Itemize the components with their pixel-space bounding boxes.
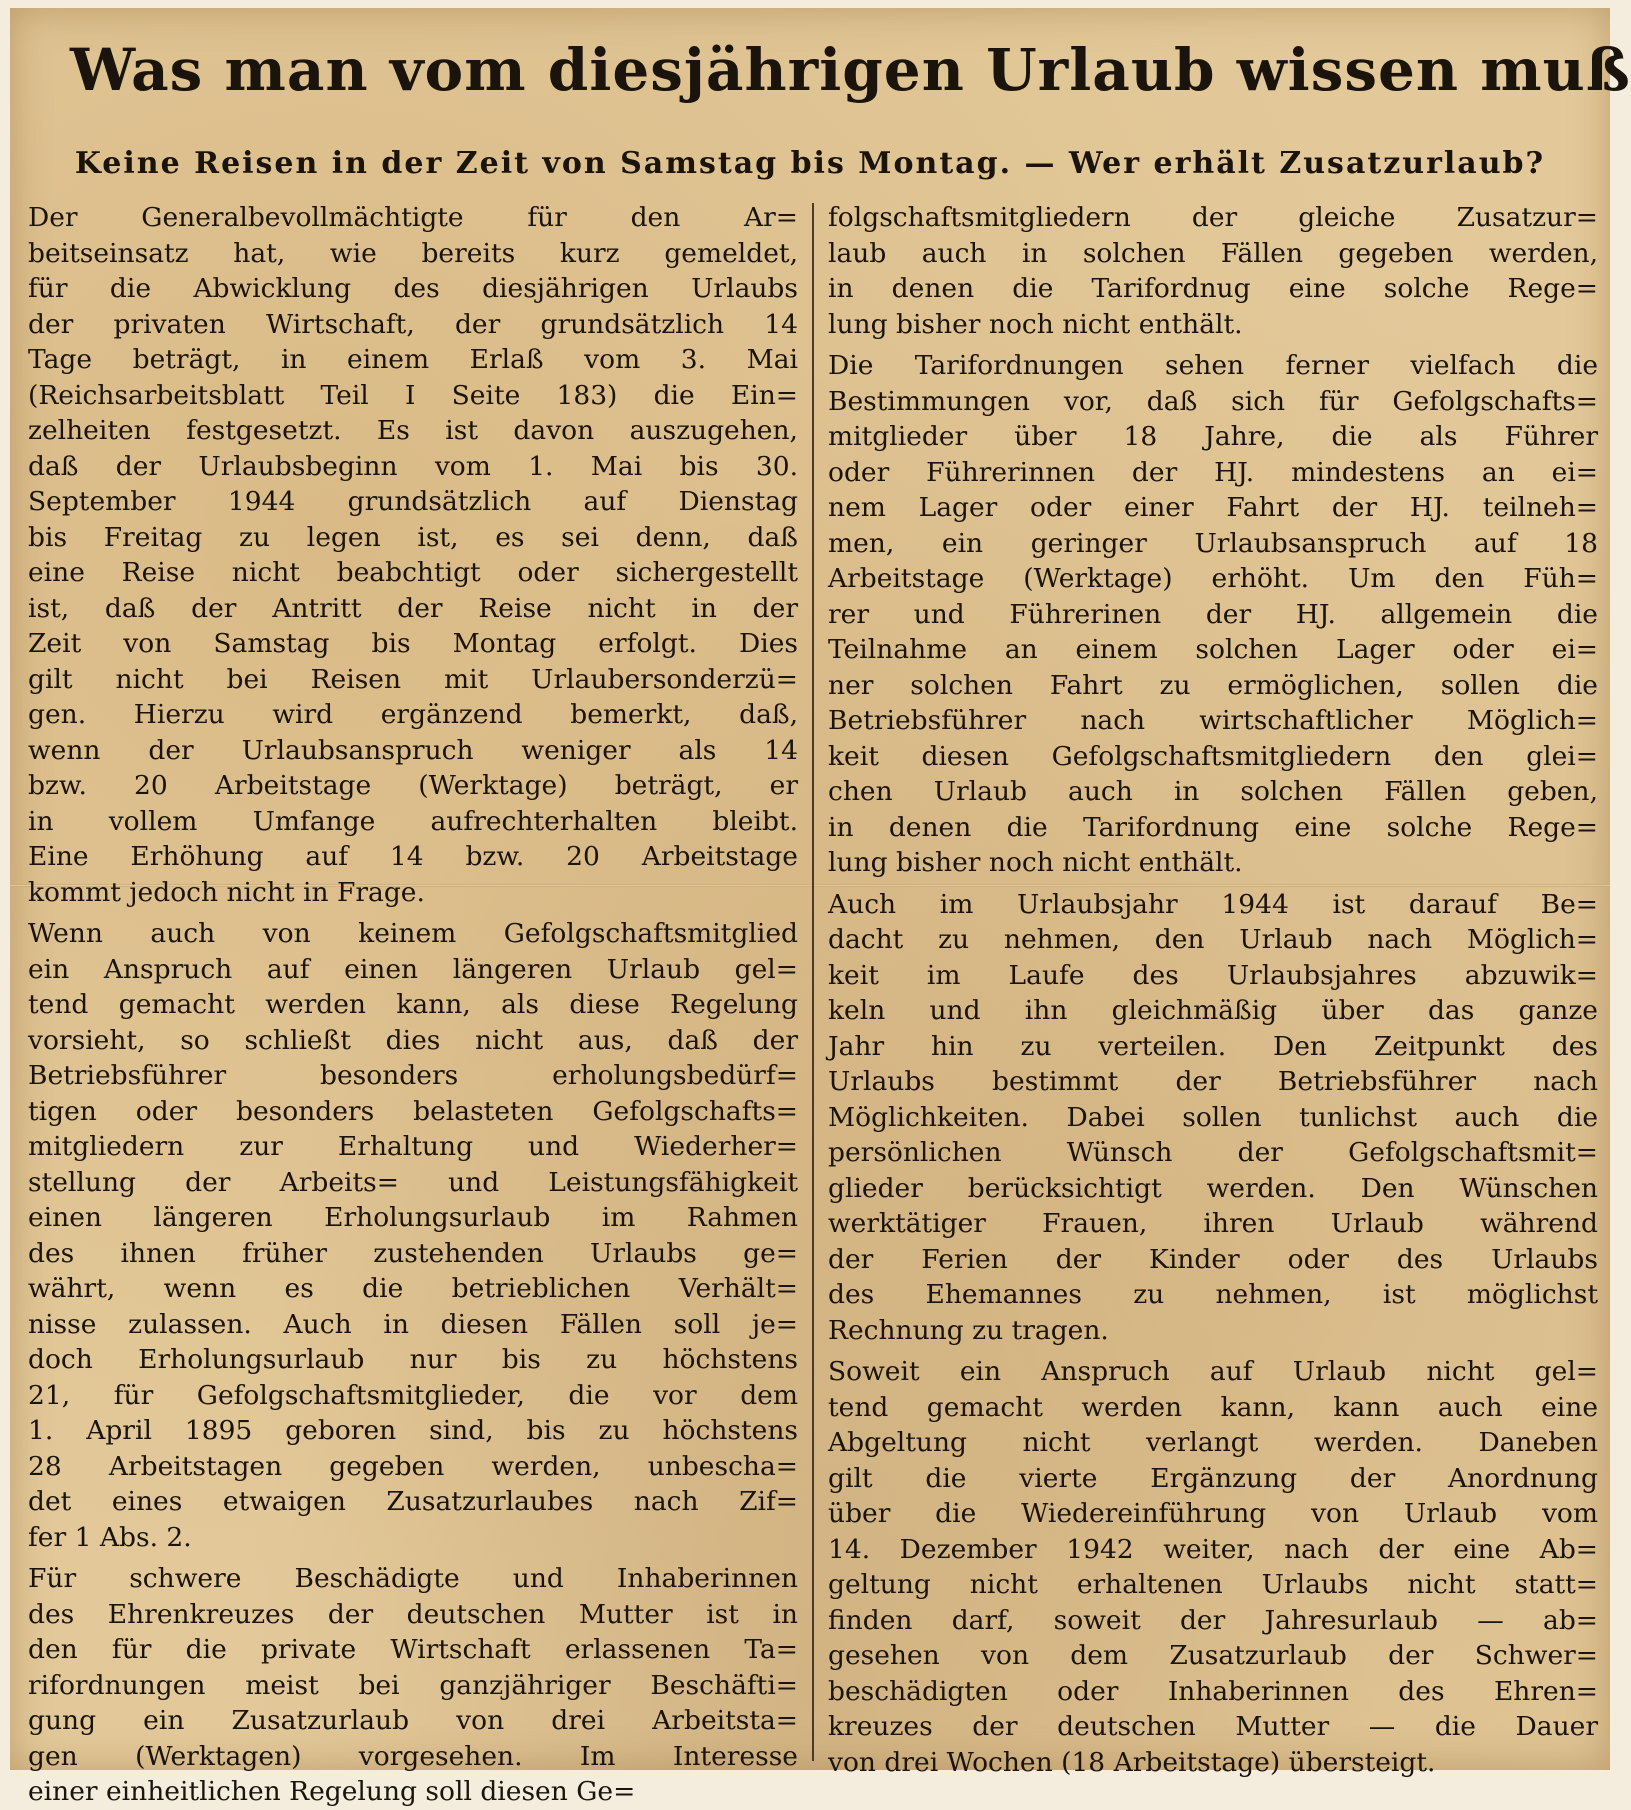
text-line: keit diesen Gefolgschaftsmitgliedern den glei= bbox=[828, 740, 1598, 772]
text-line: det eines etwaigen Zusatzurlaubes nach Zif= bbox=[28, 1486, 798, 1517]
text-line: in denen die Tarifordnung eine solche Rege= bbox=[828, 811, 1598, 843]
text-line: rer und Führerinen der HJ. allgemein die bbox=[828, 598, 1598, 630]
text-line: doch Erholungsurlaub nur bis zu höchstens bbox=[28, 1344, 798, 1375]
text-line: 21, für Gefolgschaftsmitglieder, die vor dem bbox=[28, 1379, 798, 1411]
text-line: von drei Wochen (18 Arbeitstage) übersteigt. bbox=[828, 1746, 1436, 1778]
text-line: Möglichkeiten. Dabei sollen tunlichst auch die bbox=[828, 1101, 1598, 1133]
text-line: kommt jedoch nicht in Frage. bbox=[28, 876, 425, 908]
article-paragraph bbox=[28, 1561, 798, 1810]
text-line: Auch im Urlaubsjahr 1944 ist darauf Be= bbox=[828, 888, 1598, 920]
text-line: (Reichsarbeitsblatt Teil I Seite 183) die Ein= bbox=[28, 379, 798, 411]
text-line: folgschaftsmitgliedern der gleiche Zusatzur= bbox=[828, 202, 1598, 233]
text-line: tigen oder besonders belasteten Gefolgschafts= bbox=[28, 1095, 798, 1127]
text-line: fer 1 Abs. 2. bbox=[28, 1521, 192, 1553]
text-line: September 1944 grundsätzlich auf Dienstag bbox=[28, 486, 798, 517]
text-line: ein Anspruch auf einen längeren Urlaub gel= bbox=[28, 953, 798, 985]
text-line: finden darf, soweit der Jahresurlaub — ab= bbox=[828, 1604, 1598, 1636]
text-line: Betriebsführer nach wirtschaftlicher Möglich= bbox=[828, 705, 1598, 736]
text-line: keln und ihn gleichmäßig über das ganze bbox=[828, 995, 1598, 1026]
text-line: beitseinsatz hat, wie bereits kurz gemeldet, bbox=[28, 237, 798, 269]
article-paragraph bbox=[828, 887, 1598, 1349]
article-paragraph bbox=[828, 200, 1598, 342]
text-line: 14. Dezember 1942 weiter, nach der eine Ab= bbox=[828, 1533, 1598, 1565]
text-line: Der Generalbevollmächtigte für den Ar= bbox=[28, 202, 798, 233]
text-line: glieder berücksichtigt werden. Den Wünschen bbox=[828, 1172, 1598, 1204]
text-line: Jahr hin zu verteilen. Den Zeitpunkt des bbox=[828, 1030, 1598, 1062]
text-line: Die Tarifordnungen sehen ferner vielfach die bbox=[828, 350, 1598, 381]
text-line: Urlaubs bestimmt der Betriebsführer nach bbox=[828, 1066, 1598, 1097]
text-line: Zeit von Samstag bis Montag erfolgt. Dies bbox=[28, 628, 798, 659]
text-line: gen (Werktagen) vorgesehen. Im Interesse bbox=[28, 1740, 798, 1772]
text-line: 28 Arbeitstagen gegeben werden, unbescha= bbox=[28, 1450, 798, 1482]
text-line: des Ehrenkreuzes der deutschen Mutter ist in bbox=[28, 1598, 798, 1630]
text-line: in denen die Tarifordnug eine solche Rege= bbox=[828, 273, 1598, 304]
subheadline: Keine Reisen in der Zeit von Samstag bis Montag. — Wer erhält Zusatzurlaub? bbox=[74, 146, 1546, 181]
text-line: den für die private Wirtschaft erlassenen Ta= bbox=[28, 1634, 798, 1665]
text-line: Abgeltung nicht verlangt werden. Daneben bbox=[828, 1427, 1598, 1458]
text-line: Teilnahme an einem solchen Lager oder ei= bbox=[828, 634, 1598, 665]
text-line: Arbeitstage (Werktage) erhöht. Um den Füh= bbox=[828, 563, 1598, 594]
column-divider bbox=[812, 203, 814, 1761]
text-line: gilt die vierte Ergänzung der Anordnung bbox=[828, 1462, 1598, 1494]
text-line: gung ein Zusatzurlaub von drei Arbeitsta= bbox=[28, 1705, 798, 1736]
text-line: lung bisher noch nicht enthält. bbox=[828, 308, 1243, 340]
text-line: daß der Urlaubsbeginn vom 1. Mai bis 30. bbox=[28, 450, 798, 482]
text-line: Eine Erhöhung auf 14 bzw. 20 Arbeitstage bbox=[28, 841, 798, 872]
text-line: nisse zulassen. Auch in diesen Fällen soll je= bbox=[28, 1308, 798, 1340]
text-line: wenn der Urlaubsanspruch weniger als 14 bbox=[28, 734, 798, 766]
article-paragraph bbox=[28, 916, 798, 1555]
text-line: gesehen von dem Zusatzurlaub der Schwer= bbox=[828, 1640, 1598, 1671]
text-line: keit im Laufe des Urlaubsjahres abzuwik= bbox=[828, 959, 1598, 991]
left-column bbox=[28, 200, 798, 1807]
text-line: der privaten Wirtschaft, der grundsätzlich 14 bbox=[28, 308, 798, 340]
text-line: persönlichen Wünsch der Gefolgschaftsmit= bbox=[828, 1137, 1598, 1168]
text-line: lung bisher noch nicht enthält. bbox=[828, 847, 1243, 878]
text-line: tend gemacht werden kann, kann auch eine bbox=[828, 1391, 1598, 1423]
text-line: für die Abwicklung des diesjährigen Urlaubs bbox=[28, 273, 798, 304]
newspaper-clipping bbox=[10, 8, 1631, 1807]
article-paragraph bbox=[28, 200, 798, 910]
text-line: dacht zu nehmen, den Urlaub nach Möglich= bbox=[828, 924, 1598, 955]
text-line: Wenn auch von keinem Gefolgschaftsmitglied bbox=[28, 918, 798, 949]
text-line: bzw. 20 Arbeitstage (Werktage) beträgt, er bbox=[28, 770, 798, 801]
text-line: einer einheitlichen Regelung soll diesen Ge= bbox=[28, 1776, 636, 1807]
text-line: geltung nicht erhaltenen Urlaubs nicht statt= bbox=[828, 1569, 1598, 1600]
text-line: stellung der Arbeits= und Leistungsfähigkeit bbox=[28, 1166, 798, 1198]
text-line: mitgliedern zur Erhaltung und Wiederher= bbox=[28, 1131, 798, 1162]
text-line: nem Lager oder einer Fahrt der HJ. teilneh= bbox=[828, 492, 1598, 523]
text-line: ner solchen Fahrt zu ermöglichen, sollen die bbox=[828, 669, 1598, 701]
text-line: über die Wiedereinführung von Urlaub vom bbox=[828, 1498, 1598, 1529]
text-line: bis Freitag zu legen ist, es sei denn, daß bbox=[28, 521, 798, 553]
text-line: Rechnung zu tragen. bbox=[828, 1314, 1109, 1346]
text-line: oder Führerinnen der HJ. mindestens an ei= bbox=[828, 456, 1598, 488]
text-line: einen längeren Erholungsurlaub im Rahmen bbox=[28, 1202, 798, 1233]
text-line: gilt nicht bei Reisen mit Urlaubersonderzü= bbox=[28, 663, 798, 695]
text-line: beschädigten oder Inhaberinnen des Ehren= bbox=[828, 1675, 1598, 1707]
text-line: des Ehemannes zu nehmen, ist möglichst bbox=[828, 1279, 1598, 1310]
text-line: laub auch in solchen Fällen gegeben werden, bbox=[828, 237, 1598, 269]
text-line: Bestimmungen vor, daß sich für Gefolgschafts= bbox=[828, 385, 1598, 417]
text-line: in vollem Umfange aufrechterhalten bleibt. bbox=[28, 805, 798, 837]
text-line: Tage beträgt, in einem Erlaß vom 3. Mai bbox=[28, 344, 798, 375]
text-line: tend gemacht werden kann, als diese Regelung bbox=[28, 989, 798, 1020]
text-line: eine Reise nicht beabchtigt oder sichergestellt bbox=[28, 557, 798, 588]
headline: Was man vom diesjährigen Urlaub wissen muß bbox=[70, 36, 1631, 104]
text-line: 1. April 1895 geboren sind, bis zu höchstens bbox=[28, 1415, 798, 1446]
text-line: men, ein geringer Urlaubsanspruch auf 18 bbox=[828, 527, 1598, 559]
text-line: ist, daß der Antritt der Reise nicht in der bbox=[28, 592, 798, 624]
article-paragraph bbox=[828, 348, 1598, 881]
text-line: mitglieder über 18 Jahre, die als Führer bbox=[828, 421, 1598, 452]
text-line: Für schwere Beschädigte und Inhaberinnen bbox=[28, 1563, 798, 1594]
text-line: rifordnungen meist bei ganzjähriger Beschäfti= bbox=[28, 1669, 798, 1701]
right-column bbox=[828, 200, 1598, 1778]
text-line: des ihnen früher zustehenden Urlaubs ge= bbox=[28, 1237, 798, 1269]
text-line: Soweit ein Anspruch auf Urlaub nicht gel= bbox=[828, 1356, 1598, 1387]
text-line: zelheiten festgesetzt. Es ist davon auszugehen, bbox=[28, 415, 798, 446]
text-line: werktätiger Frauen, ihren Urlaub während bbox=[828, 1208, 1598, 1239]
text-line: währt, wenn es die betrieblichen Verhält= bbox=[28, 1273, 798, 1304]
text-line: gen. Hierzu wird ergänzend bemerkt, daß, bbox=[28, 699, 798, 730]
text-line: Betriebsführer besonders erholungsbedürf= bbox=[28, 1060, 798, 1091]
text-line: der Ferien der Kinder oder des Urlaubs bbox=[828, 1243, 1598, 1275]
text-line: chen Urlaub auch in solchen Fällen geben, bbox=[828, 776, 1598, 807]
text-line: vorsieht, so schließt dies nicht aus, daß der bbox=[28, 1024, 798, 1056]
article-paragraph bbox=[828, 1354, 1598, 1780]
text-line: kreuzes der deutschen Mutter — die Dauer bbox=[828, 1711, 1598, 1742]
